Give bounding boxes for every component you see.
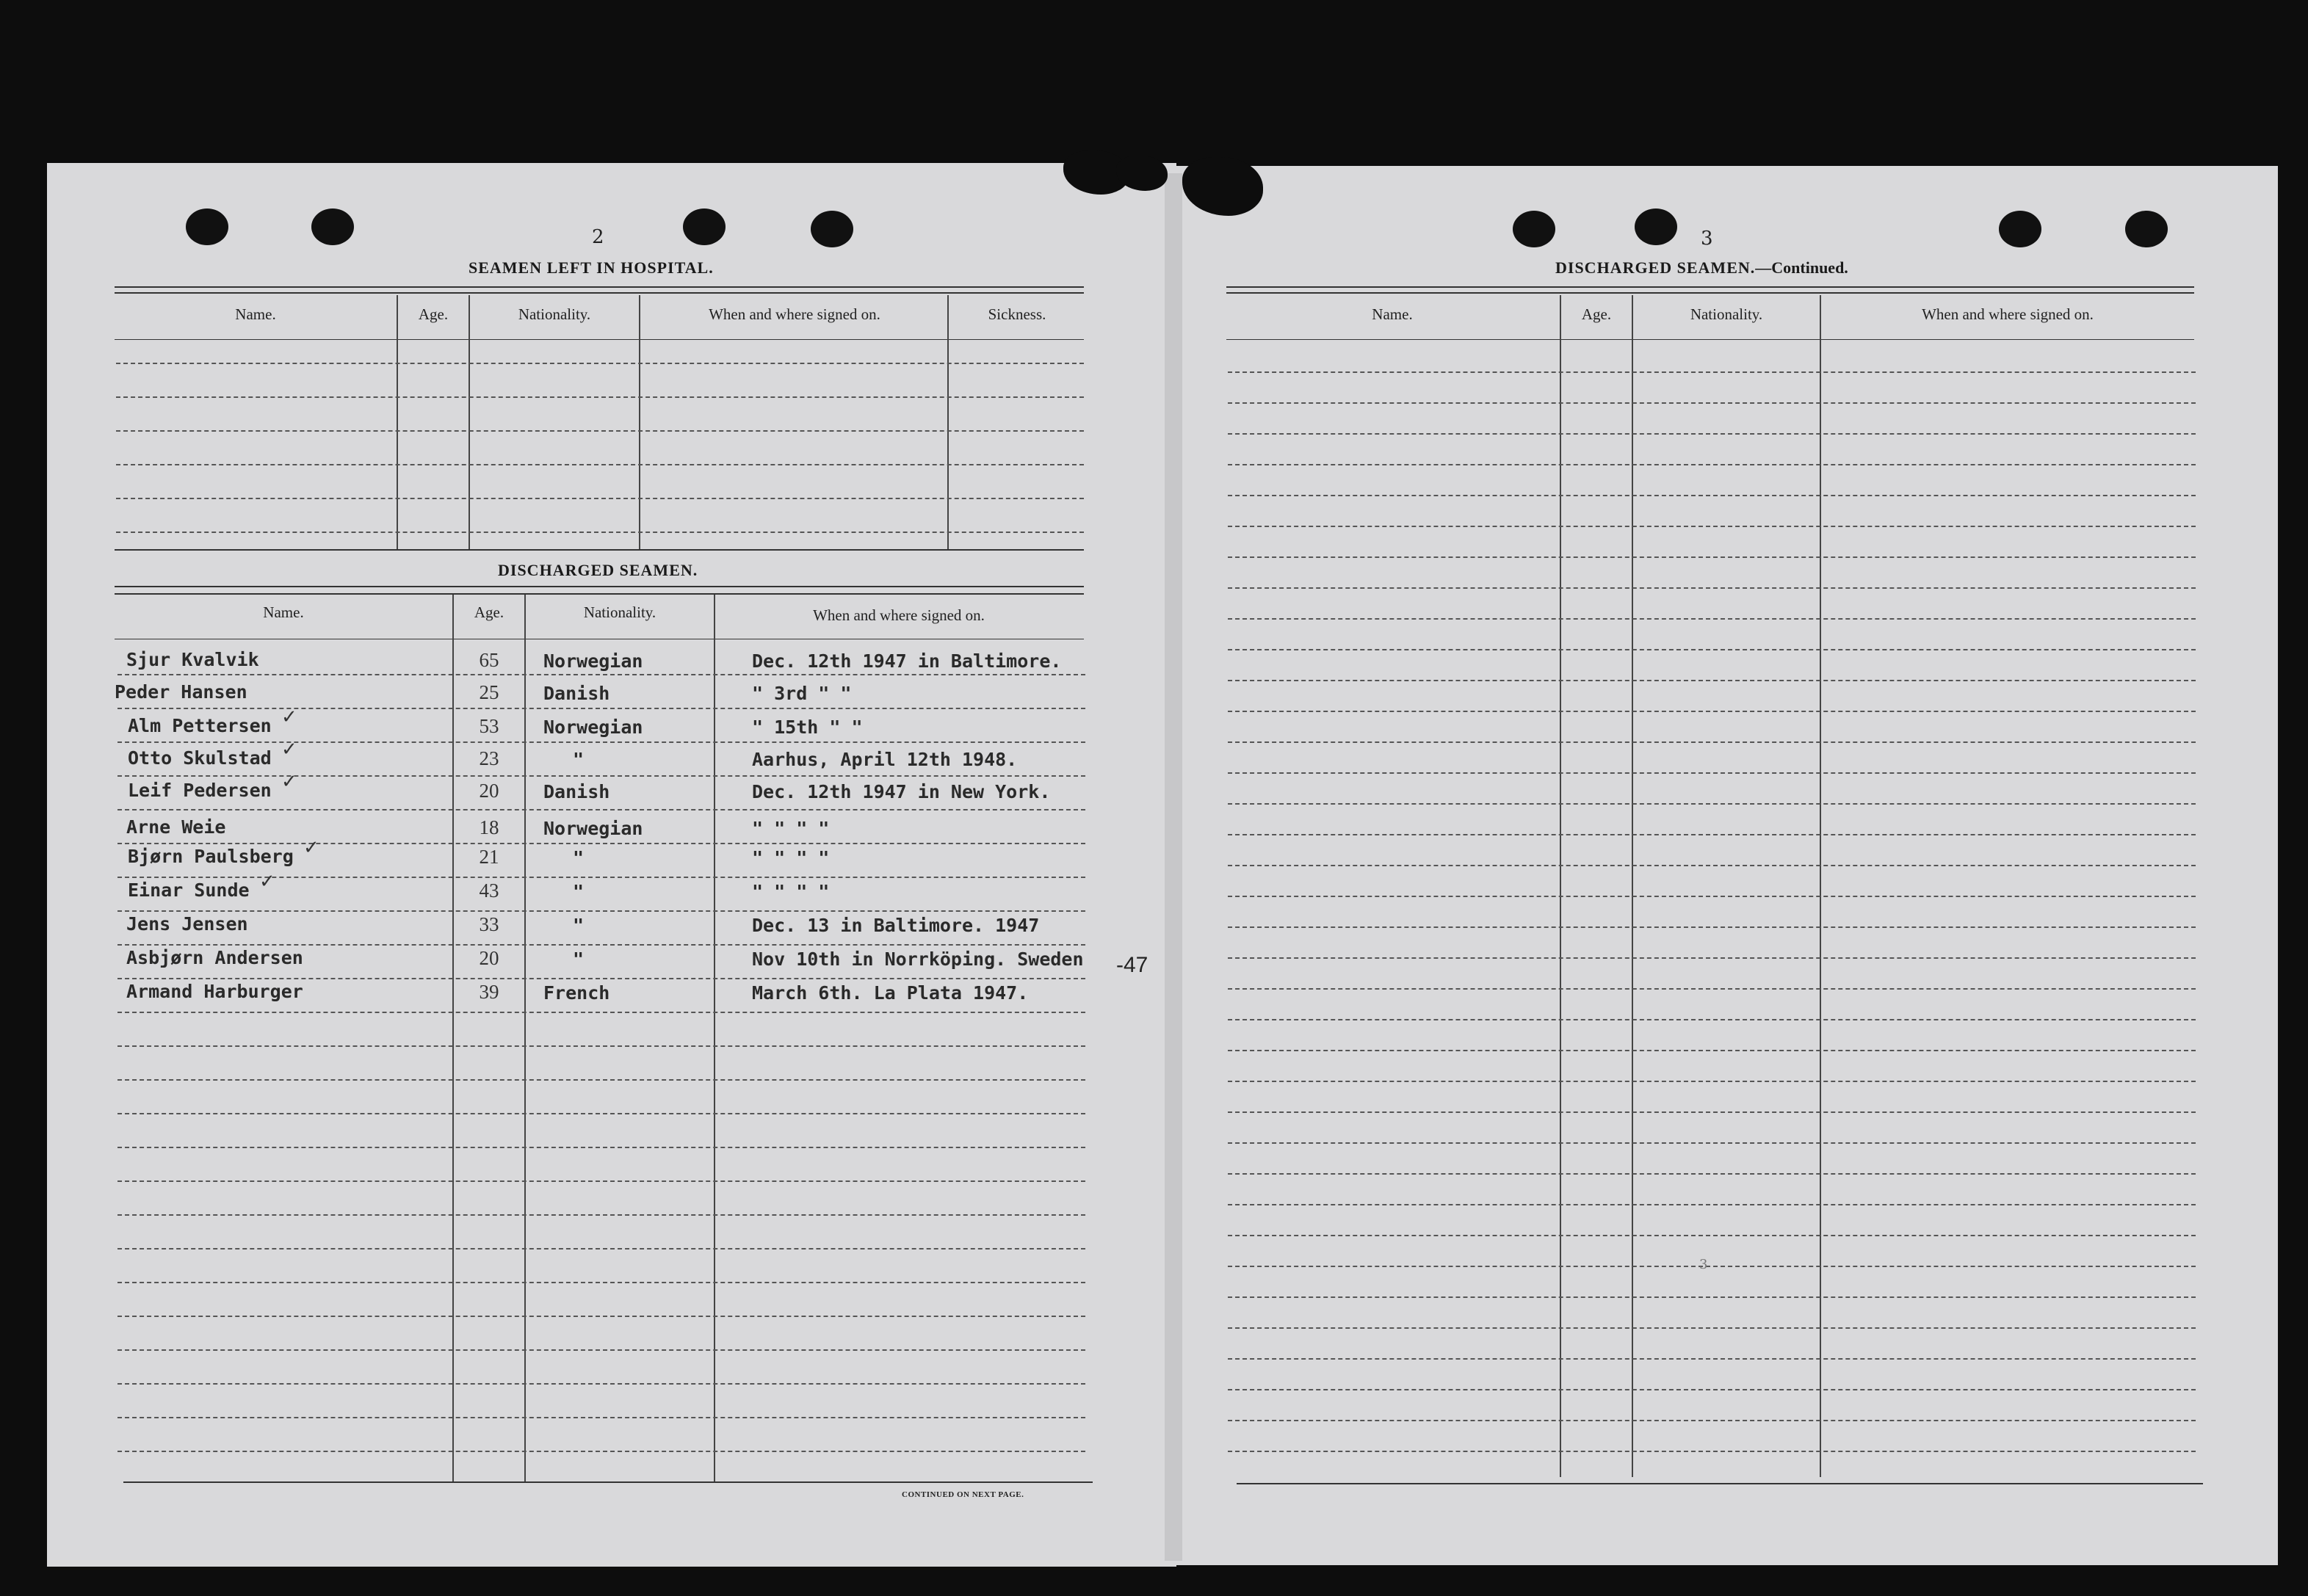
- ruled-line: [117, 1147, 1085, 1148]
- discharged-col-nationality: Nationality.: [583, 603, 656, 621]
- seaman-name: Asbjørn Andersen: [126, 947, 303, 968]
- seaman-age: 53: [479, 715, 499, 737]
- ruled-line: [1228, 1451, 2196, 1452]
- column-divider: [397, 295, 398, 549]
- ruled-line: [1228, 556, 2196, 558]
- punch-hole: [1513, 211, 1555, 247]
- ruled-line: [1228, 1142, 2196, 1144]
- header-rule: [115, 339, 1084, 340]
- right-col-nationality: Nationality.: [1690, 305, 1763, 323]
- seaman-age: 25: [479, 681, 499, 703]
- title-suffix: —Continued.: [1755, 258, 1848, 277]
- table-rule: [115, 586, 1084, 587]
- ruled-line: [117, 1417, 1085, 1418]
- ruled-line: [117, 1349, 1085, 1351]
- ruled-line: [117, 1079, 1085, 1081]
- ruled-line: [1228, 834, 2196, 835]
- seaman-age: 39: [479, 981, 499, 1003]
- seaman-name: Leif Pedersen: [128, 780, 272, 801]
- seaman-name: Bjørn Paulsberg: [128, 846, 294, 867]
- punch-hole: [311, 208, 354, 245]
- seaman-age: 21: [479, 846, 499, 868]
- ruled-line: [116, 464, 1084, 465]
- column-divider: [469, 295, 470, 549]
- ruled-line: [1228, 988, 2196, 990]
- check-mark-icon: ✓: [303, 837, 319, 859]
- ruled-line: [117, 1383, 1085, 1385]
- ruled-line: [117, 1012, 1085, 1013]
- seaman-age: 23: [479, 747, 499, 769]
- seaman-name: Sjur Kvalvik: [126, 649, 259, 670]
- ruled-line: [117, 1451, 1085, 1452]
- hospital-col-signed-on: When and where signed on.: [709, 305, 880, 323]
- page-number: 2: [592, 226, 604, 248]
- ruled-line: [117, 1214, 1085, 1216]
- table-rule: [115, 593, 1084, 595]
- ruled-line: [117, 978, 1085, 979]
- seaman-age: 18: [479, 816, 499, 838]
- faint-page-number: 3: [1699, 1257, 1708, 1272]
- seaman-nationality: Danish: [543, 683, 610, 704]
- hospital-col-name: Name.: [235, 305, 276, 323]
- continued-footer: CONTINUED ON NEXT PAGE.: [902, 1490, 1024, 1499]
- ruled-line: [1228, 680, 2196, 681]
- column-divider: [1820, 295, 1821, 1477]
- seaman-name: Arne Weie: [126, 816, 226, 838]
- punch-hole: [683, 208, 726, 245]
- seaman-nationality: ": [573, 915, 585, 936]
- ruled-line: [1228, 618, 2196, 620]
- seaman-name: Armand Harburger: [126, 981, 303, 1002]
- hospital-col-nationality: Nationality.: [518, 305, 591, 323]
- seaman-age: 33: [479, 913, 499, 935]
- ruled-line: [1228, 464, 2196, 465]
- ruled-line: [117, 775, 1085, 777]
- page-gutter: [1165, 173, 1182, 1561]
- discharged-section-title: DISCHARGED SEAMEN.: [498, 561, 698, 579]
- seaman-signed-on: " 15th " ": [752, 717, 863, 738]
- ruled-line: [117, 1248, 1085, 1249]
- ruled-line: [116, 498, 1084, 499]
- title-text: DISCHARGED SEAMEN.: [1555, 258, 1756, 277]
- hospital-section-title: SEAMEN LEFT IN HOSPITAL.: [469, 258, 714, 277]
- ruled-line: [117, 910, 1085, 912]
- page-number: 3: [1701, 228, 1713, 250]
- right-col-age: Age.: [1581, 305, 1612, 323]
- seaman-signed-on: " " " ": [752, 881, 830, 902]
- punch-hole: [1635, 208, 1677, 245]
- ruled-line: [1228, 711, 2196, 712]
- ruled-line: [117, 708, 1085, 709]
- ruled-line: [1228, 772, 2196, 774]
- ruled-line: [1228, 957, 2196, 959]
- ruled-line: [117, 809, 1085, 810]
- seaman-nationality: Norwegian: [543, 818, 643, 839]
- ruled-line: [116, 430, 1084, 432]
- ruled-line: [1228, 371, 2196, 373]
- seaman-signed-on: Dec. 12th 1947 in New York.: [752, 781, 1051, 802]
- seaman-name: Otto Skulstad: [128, 747, 272, 769]
- ruled-line: [1228, 1111, 2196, 1113]
- discharged-col-name: Name.: [263, 603, 304, 621]
- check-mark-icon: ✓: [281, 771, 297, 793]
- check-mark-icon: ✓: [259, 871, 275, 893]
- punch-hole: [2125, 211, 2168, 247]
- check-mark-icon: ✓: [281, 706, 297, 728]
- ruled-line: [1228, 1358, 2196, 1360]
- ruled-line: [1228, 495, 2196, 496]
- seaman-name: Einar Sunde: [128, 879, 250, 901]
- ruled-line: [1228, 1019, 2196, 1020]
- ruled-line: [117, 1045, 1085, 1047]
- ruled-line: [1228, 1081, 2196, 1082]
- ruled-line: [1228, 1296, 2196, 1298]
- seaman-nationality: ": [573, 881, 585, 902]
- seaman-nationality: French: [543, 982, 610, 1004]
- right-col-signed-on: When and where signed on.: [1922, 305, 2094, 323]
- column-divider: [1560, 295, 1561, 1477]
- margin-note: -47: [1116, 953, 1148, 977]
- seaman-signed-on: March 6th. La Plata 1947.: [752, 982, 1029, 1004]
- ruled-line: [1228, 1266, 2196, 1267]
- check-mark-icon: ✓: [281, 739, 297, 761]
- seaman-nationality: ": [573, 948, 585, 970]
- seaman-age: 20: [479, 947, 499, 969]
- seaman-age: 20: [479, 780, 499, 802]
- ruled-line: [117, 1316, 1085, 1317]
- seaman-age: 65: [479, 649, 499, 671]
- seaman-name: Peder Hansen: [115, 681, 247, 703]
- seaman-name: Alm Pettersen: [128, 715, 272, 736]
- ruled-line: [117, 1180, 1085, 1182]
- discharged-col-age: Age.: [474, 603, 504, 621]
- ruled-line: [117, 1282, 1085, 1283]
- ruled-line: [1228, 926, 2196, 928]
- table-rule: [1226, 292, 2194, 294]
- seaman-nationality: ": [573, 749, 585, 770]
- header-rule: [1226, 339, 2194, 340]
- table-rule: [115, 292, 1084, 294]
- ruled-line: [117, 741, 1085, 743]
- seaman-signed-on: " " " ": [752, 818, 830, 839]
- punch-hole: [811, 211, 853, 247]
- ruled-line: [1228, 587, 2196, 589]
- seaman-signed-on: Aarhus, April 12th 1948.: [752, 749, 1018, 770]
- ruled-line: [117, 674, 1085, 675]
- table-rule: [123, 1481, 1093, 1483]
- ruled-line: [117, 843, 1085, 844]
- table-rule: [1226, 286, 2194, 288]
- seaman-name: Jens Jensen: [126, 913, 248, 935]
- seaman-signed-on: " 3rd " ": [752, 683, 852, 704]
- ruled-line: [1228, 433, 2196, 435]
- ruled-line: [116, 532, 1084, 533]
- seaman-nationality: ": [573, 847, 585, 868]
- seaman-nationality: Norwegian: [543, 650, 643, 672]
- ruled-line: [1228, 649, 2196, 650]
- discharged-continued-title: [1555, 258, 1848, 278]
- ruled-line: [1228, 1389, 2196, 1390]
- ruled-line: [116, 396, 1084, 398]
- ruled-line: [1228, 1050, 2196, 1051]
- ruled-line: [1228, 526, 2196, 527]
- seaman-signed-on: " " " ": [752, 847, 830, 868]
- ruled-line: [1228, 741, 2196, 743]
- hospital-col-age: Age.: [418, 305, 449, 323]
- punch-hole: [186, 208, 228, 245]
- table-rule: [1237, 1483, 2203, 1484]
- discharged-col-signed-on: When and where signed on.: [813, 606, 985, 624]
- seaman-nationality: Danish: [543, 781, 610, 802]
- ruled-line: [117, 1113, 1085, 1114]
- ruled-line: [1228, 1235, 2196, 1236]
- ruled-line: [117, 944, 1085, 946]
- column-divider: [947, 295, 949, 549]
- ruled-line: [116, 363, 1084, 364]
- table-rule: [115, 286, 1084, 288]
- ruled-line: [1228, 865, 2196, 866]
- table-rule: [115, 549, 1084, 551]
- ruled-line: [1228, 1420, 2196, 1421]
- ruled-line: [1228, 402, 2196, 404]
- seaman-age: 43: [479, 879, 499, 902]
- ruled-line: [1228, 1327, 2196, 1329]
- ruled-line: [1228, 803, 2196, 805]
- punch-hole: [1999, 211, 2041, 247]
- column-divider: [639, 295, 640, 549]
- ruled-line: [1228, 1204, 2196, 1205]
- right-col-name: Name.: [1372, 305, 1413, 323]
- seaman-signed-on: Nov 10th in Norrköping. Sweden: [752, 948, 1084, 970]
- seaman-signed-on: Dec. 13 in Baltimore. 1947: [752, 915, 1040, 936]
- seaman-nationality: Norwegian: [543, 717, 643, 738]
- ruled-line: [1228, 896, 2196, 897]
- seaman-signed-on: Dec. 12th 1947 in Baltimore.: [752, 650, 1062, 672]
- hospital-col-sickness: Sickness.: [988, 305, 1046, 323]
- ruled-line: [1228, 1173, 2196, 1175]
- column-divider: [1632, 295, 1633, 1477]
